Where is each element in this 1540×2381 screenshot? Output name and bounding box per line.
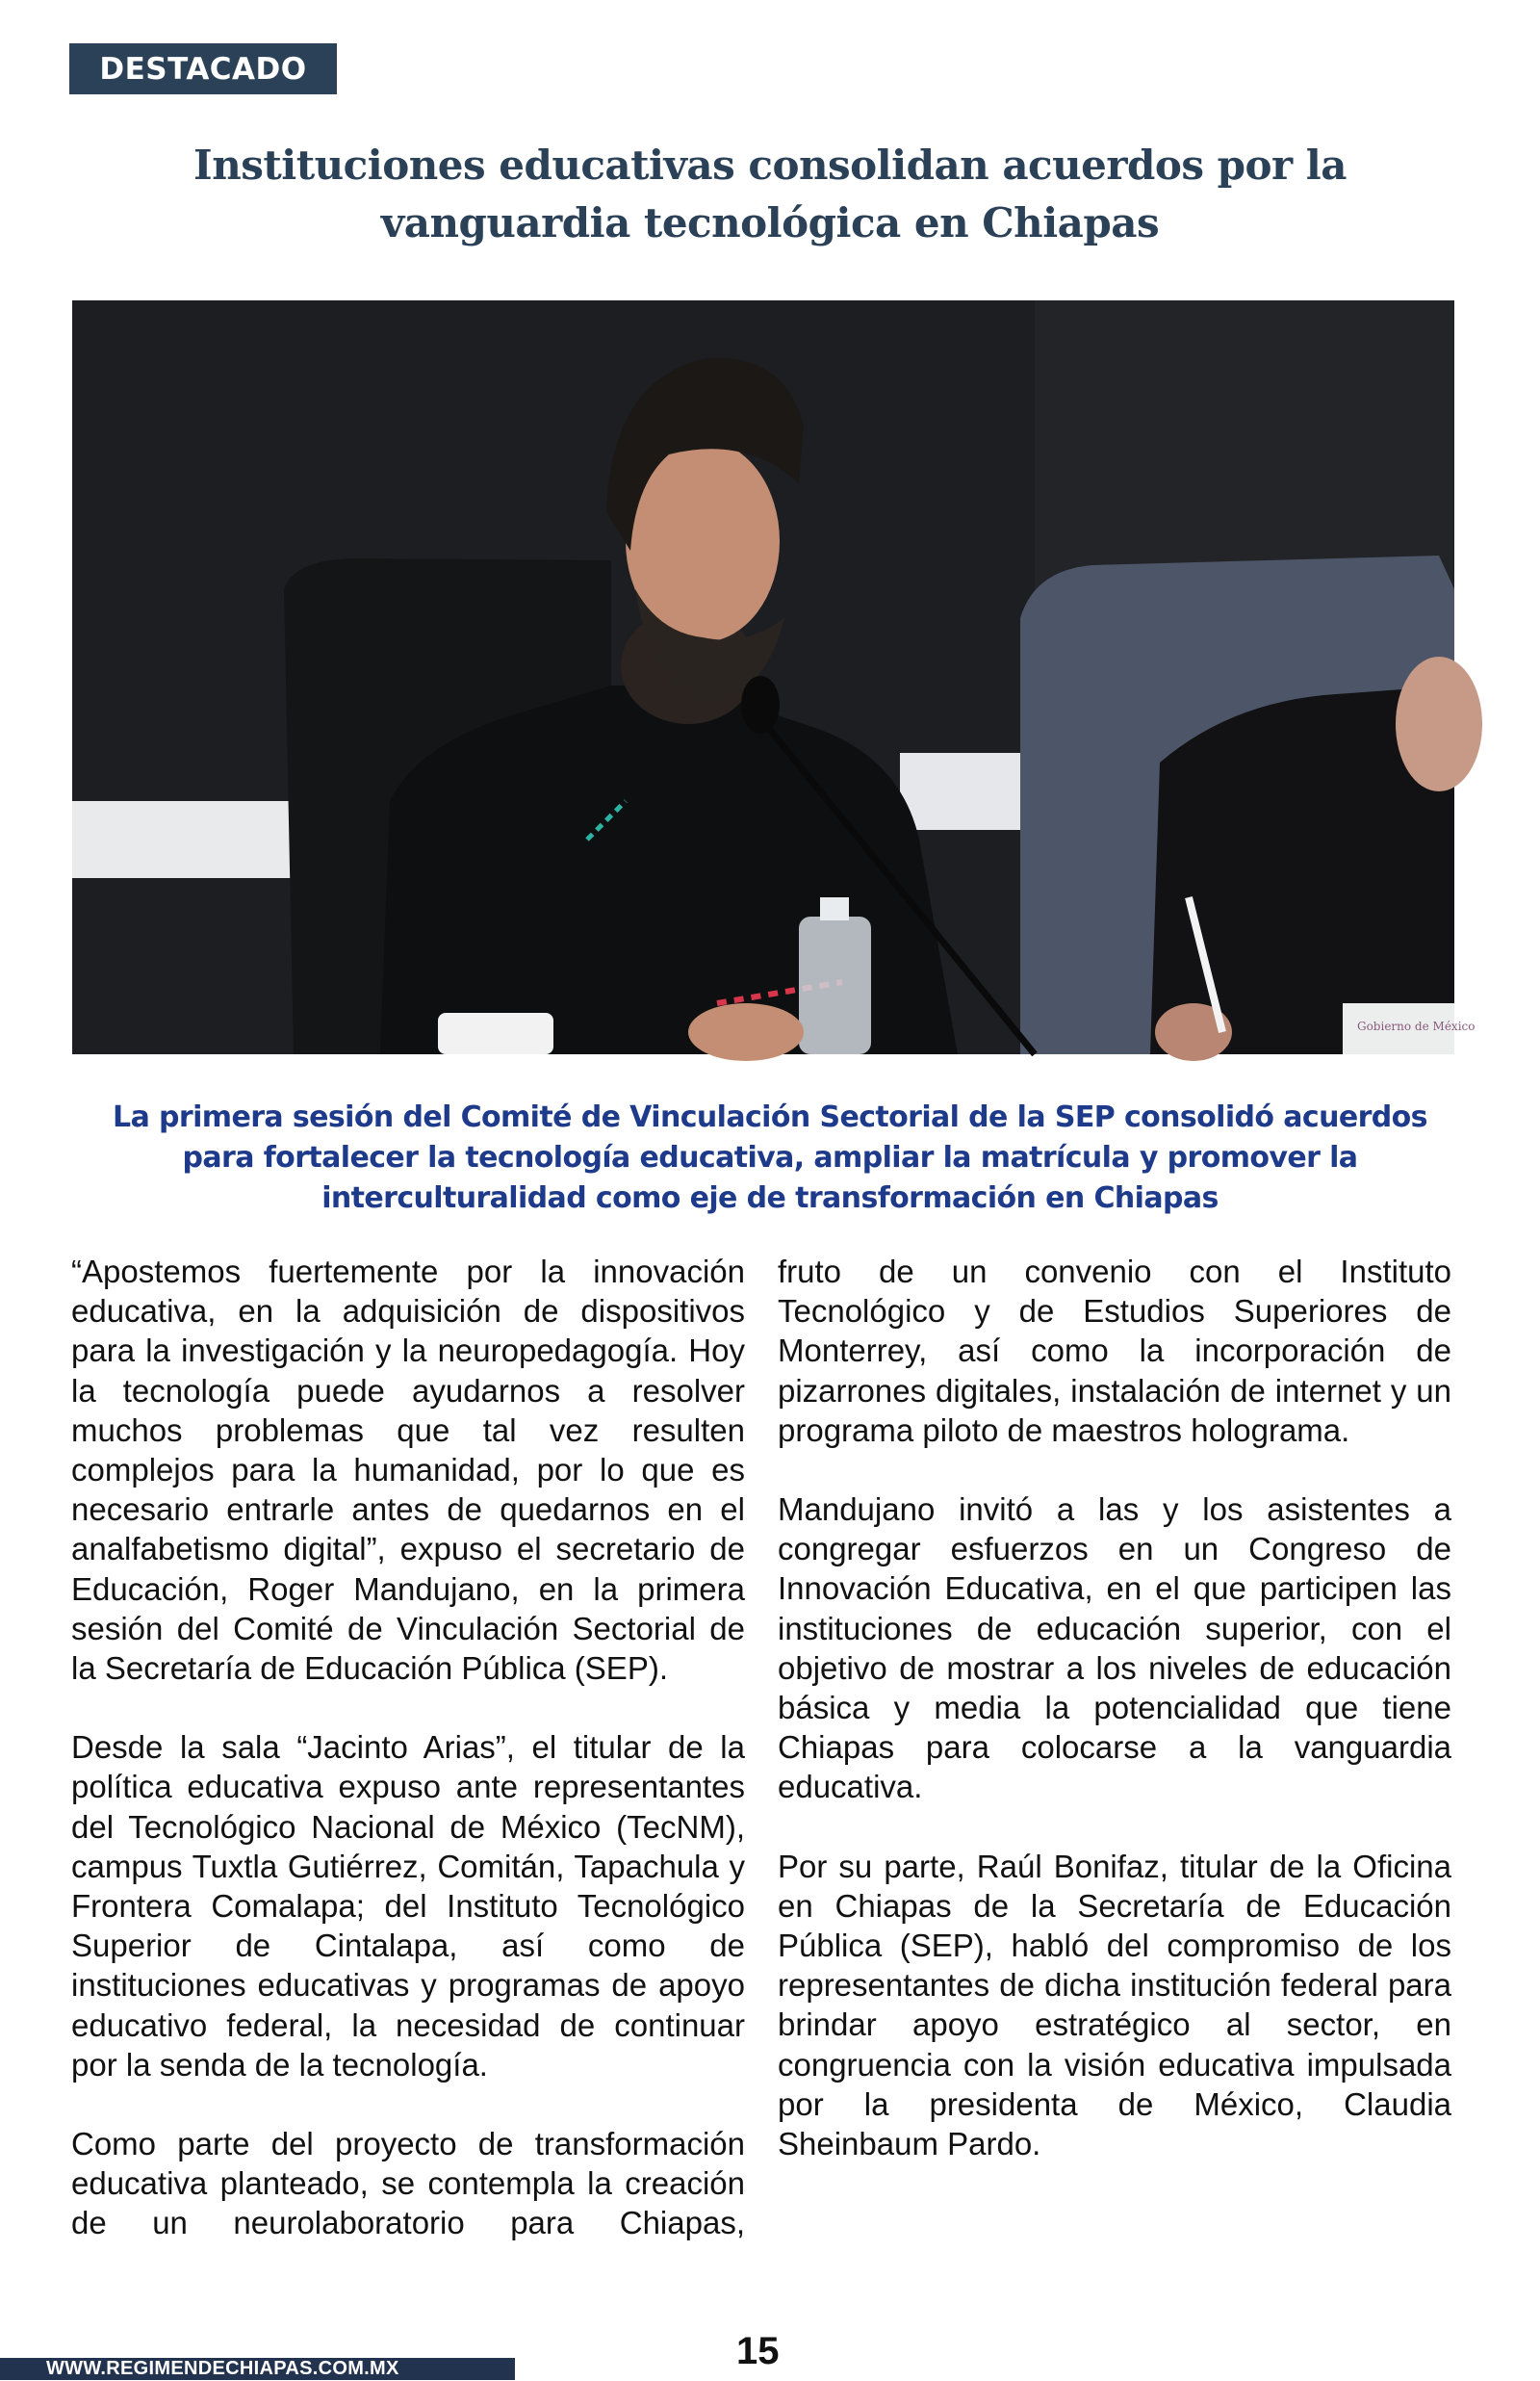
photo-placard-text: Gobierno de México	[1357, 1020, 1476, 1033]
page-number: 15	[736, 2330, 780, 2372]
article-photo	[72, 300, 1476, 1054]
article-column-left	[71, 1252, 745, 2283]
photo-mug	[438, 1013, 553, 1054]
paragraph: Desde la sala “Jacinto Arias”, el titular de la política educativa expuso ante representantes del Tecnológico Nacional de México (TecNM), campus Tuxtla Gutiérrez, Comitán, Tapachula y Frontera Comalapa; del Instituto Tecnológico Superior de Cintalapa, así como de instituciones educativas y programas de apoyo educativo federal, la necesidad de continuar por la senda de la tecnología.	[71, 1729, 745, 2083]
headline-line-2: vanguardia tecnológica en Chiapas	[380, 199, 1160, 246]
footer-website-link[interactable]: WWW.REGIMENDECHIAPAS.COM.MX	[0, 2358, 515, 2380]
paragraph: Mandujano invitó a las y los asistentes a congregar esfuerzos en un Congreso de Innovación Educativa, en el que participen las instituciones de educación superior, con el objetivo de mostrar a los niveles de educación básica y media la potencialidad que tiene Chiapas para colocarse a la vanguardia educativa.	[778, 1491, 1451, 1805]
photo-person-right-head	[1396, 657, 1482, 791]
paragraph: Por su parte, Raúl Bonifaz, titular de la Oficina en Chiapas de la Secretaría de Educación Pública (SEP), habló del compromiso de los representantes de dicha institución federal para brindar apoyo estratégico al sector, en congruencia con la visión educativa impulsada por la presidenta de México, Claudia Sheinbaum Pardo.	[778, 1848, 1451, 2162]
photo-microphone-head	[741, 676, 780, 734]
section-badge: DESTACADO	[69, 43, 337, 94]
headline-line-1: Instituciones educativas consolidan acuerdos por la	[193, 142, 1347, 189]
photo-wall-ledge-left	[72, 801, 294, 878]
photo-water-bottle	[799, 917, 871, 1054]
paragraph: fruto de un convenio con el Instituto Tecnológico y de Estudios Superiores de Monterrey, así como la incorporación de pizarrones digitales, instalación de internet y un programa piloto de maestros holograma.	[778, 1254, 1451, 1448]
paragraph: “Apostemos fuertemente por la innovación educativa, en la adquisición de dispositivos para la investigación y la neuropedagogía. Hoy la tecnología puede ayudarnos a resolver muchos problemas que tal vez resulten complejos para la humanidad, por lo que es necesario entrarle antes de quedarnos en el analfabetismo digital”, expuso el secretario de Educación, Roger Mandujano, en la primera sesión del Comité de Vinculación Sectorial de la Secretaría de Educación Pública (SEP).	[71, 1254, 745, 1687]
photo-speaker-hands	[688, 1003, 804, 1061]
headline	[96, 137, 1444, 252]
article-column-right	[778, 1252, 1451, 2203]
photo-bottle-cap	[820, 897, 849, 920]
photo-illustration	[72, 300, 1476, 1054]
photo-caption: La primera sesión del Comité de Vinculación Sectorial de la SEP consolidó acuerdos para fortalecer la tecnología educativa, ampliar la matrícula y promover la interculturalidad como eje de transformación en Chiapas	[113, 1100, 1427, 1215]
paragraph: Como parte del proyecto de transformación educativa planteado, se contempla la creación de un neurolaboratorio para Chiapas,	[71, 2126, 745, 2241]
